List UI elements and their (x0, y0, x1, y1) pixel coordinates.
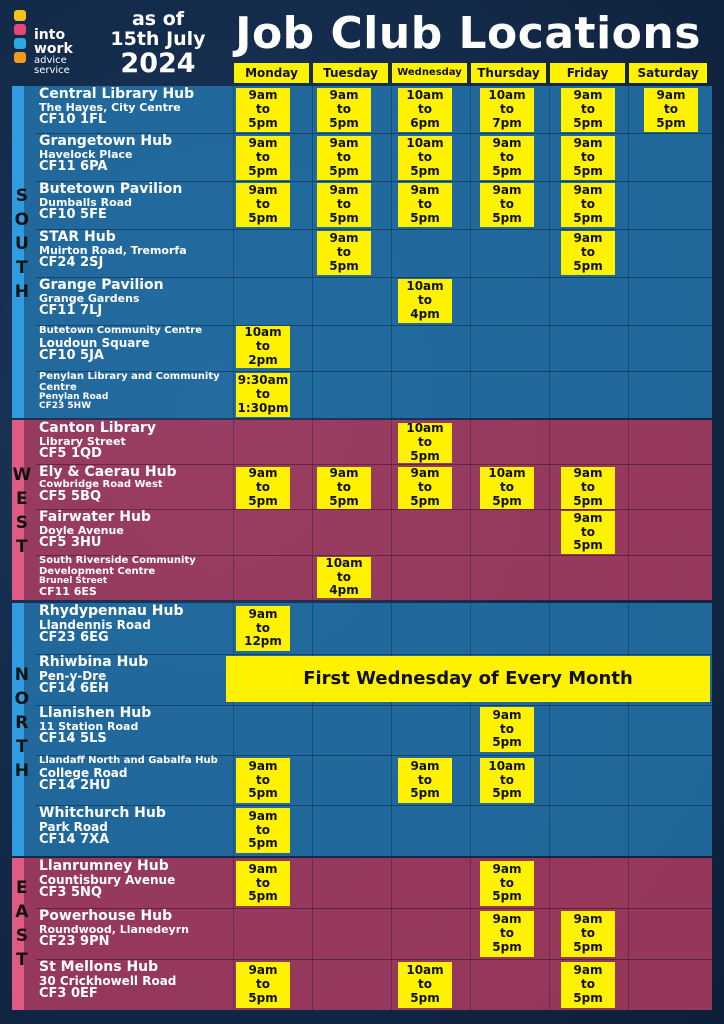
location-address: The Hayes, City Centre (39, 100, 181, 114)
time-slot-line: 5pm (329, 163, 359, 178)
region-label-letter: WEST (11, 465, 32, 561)
time-slot-line: 5pm (410, 163, 440, 178)
time-slot-line: to (581, 977, 595, 992)
time-slot-line: to (418, 102, 432, 117)
time-slot-wed (398, 423, 452, 463)
time-slot-line: 5pm (248, 210, 278, 225)
time-slot-fri (561, 231, 615, 275)
time-slot-line: 5pm (492, 163, 522, 178)
location-address: Doyle Avenue (39, 523, 124, 537)
location-address: Cowbridge Road West (39, 478, 163, 490)
time-slot-line: 9am (248, 758, 278, 773)
time-slot-line: 9am (492, 707, 522, 722)
location-address: Library Street (39, 434, 126, 448)
time-slot-wed (398, 183, 452, 227)
time-slot-line: 5pm (492, 735, 522, 750)
region-label-south (12, 186, 36, 306)
table-row (36, 555, 712, 600)
location-postcode: CF5 1QD (39, 446, 102, 462)
time-slot-line: 9am (573, 912, 603, 927)
as-of-date (103, 10, 213, 78)
time-slot-line: 9am (248, 136, 278, 151)
location-postcode: CF10 5FE (39, 207, 107, 223)
time-slot-line: 5pm (248, 493, 278, 508)
time-slot-wed (398, 467, 452, 509)
time-slot-line: to (337, 150, 351, 165)
time-slot-line: to (500, 102, 514, 117)
time-slot-mon (236, 326, 290, 368)
location-postcode: CF24 2SJ (39, 255, 104, 271)
location-name: Ely & Caerau Hub (39, 464, 177, 480)
as-of-line-3: 2024 (120, 47, 196, 79)
table-row (36, 705, 712, 756)
time-slot-line: 5pm (410, 210, 440, 225)
location-name: Llanrumney Hub (39, 858, 169, 874)
time-slot-line: to (500, 150, 514, 165)
location-address: Pen-y-Dre (39, 668, 107, 683)
time-slot-line: 5pm (410, 493, 440, 508)
time-slot-line: 10am (488, 88, 526, 103)
location-address: Muirton Road, Tremorfa (39, 243, 187, 257)
time-slot-line: to (337, 480, 351, 495)
time-slot-line: 5pm (248, 786, 278, 801)
location-address: Llandennis Road (39, 617, 151, 632)
region-label-letter: EAST (11, 878, 32, 974)
time-slot-thu (480, 88, 534, 132)
time-slot-line: to (256, 339, 270, 354)
as-of-line-2: 15th July (110, 27, 206, 50)
time-slot-line: 10am (406, 963, 444, 978)
time-slot-line: 10am (488, 466, 526, 481)
time-slot-line: to (256, 822, 270, 837)
location-name: Penylan Library and Community Centre (39, 371, 220, 393)
time-slot-line: 9am (573, 183, 603, 198)
time-slot-line: 5pm (410, 786, 440, 801)
location-postcode: CF11 6ES (39, 585, 97, 599)
time-slot-fri (561, 511, 615, 554)
location-address: Penylan Road (39, 392, 109, 402)
time-slot-line: to (256, 197, 270, 212)
time-slot-line: 5pm (492, 939, 522, 954)
time-slot-line: 9am (573, 231, 603, 246)
time-slot-fri (561, 467, 615, 509)
time-slot-line: to (581, 197, 595, 212)
time-slot-wed (398, 88, 452, 132)
time-slot-line: 9am (492, 183, 522, 198)
time-slot-fri (561, 136, 615, 180)
region-label-north (12, 665, 36, 785)
time-slot-sat (644, 88, 698, 132)
time-slot-line: to (418, 150, 432, 165)
day-header-thursday: Thursday (471, 63, 546, 83)
location-postcode: CF23 6EG (39, 630, 109, 646)
time-slot-line: 9am (329, 88, 359, 103)
time-slot-line: to (256, 620, 270, 635)
time-slot-line: 5pm (573, 163, 603, 178)
time-slot-mon (236, 373, 290, 417)
time-slot-thu (480, 861, 534, 906)
location-address: Park Road (39, 819, 108, 834)
location-name: Powerhouse Hub (39, 908, 173, 924)
location-postcode: CF14 2HU (39, 778, 111, 794)
time-slot-wed (398, 962, 452, 1008)
time-slot-line: to (500, 197, 514, 212)
time-slot-line: 9am (329, 466, 359, 481)
time-slot-line: to (500, 875, 514, 890)
location-postcode: CF14 6EH (39, 681, 109, 697)
time-slot-tue (317, 557, 371, 598)
time-slot-tue (317, 88, 371, 132)
time-slot-line: 4pm (329, 583, 359, 598)
time-slot-thu (480, 707, 534, 752)
region-label-letter: NORTH (11, 665, 32, 785)
table-row (36, 603, 712, 655)
time-slot-line: to (500, 926, 514, 941)
time-slot-line: 5pm (248, 115, 278, 130)
time-slot-line: to (256, 772, 270, 787)
time-slot-line: to (418, 197, 432, 212)
time-slot-line: 5pm (248, 163, 278, 178)
location-address: Dumballs Road (39, 195, 132, 209)
time-slot-line: to (418, 772, 432, 787)
region-label-east (12, 878, 36, 974)
location-address: 30 Crickhowell Road (39, 973, 177, 988)
time-slot-line: 5pm (248, 836, 278, 851)
time-slot-wed (398, 136, 452, 180)
time-slot-line: 5pm (329, 493, 359, 508)
time-slot-line: 9am (410, 183, 440, 198)
time-slot-line: to (581, 926, 595, 941)
time-slot-tue (317, 467, 371, 509)
location-name: Central Library Hub (39, 86, 195, 102)
time-slot-fri (561, 88, 615, 132)
location-name: Llandaff North and Gabalfa Hub (39, 755, 218, 766)
location-name: Grange Pavilion (39, 277, 164, 293)
location-address: Grange Gardens (39, 291, 140, 305)
location-name: STAR Hub (39, 229, 116, 245)
time-slot-mon (236, 962, 290, 1008)
location-postcode: CF3 5NQ (39, 885, 102, 901)
location-name: Butetown Pavilion (39, 181, 183, 197)
time-slot-line: 5pm (329, 210, 359, 225)
time-slot-line: to (418, 293, 432, 308)
time-slot-line: to (500, 721, 514, 736)
time-slot-line: 5pm (656, 115, 686, 130)
time-slot-line: 5pm (573, 538, 603, 553)
location-postcode: CF11 7LJ (39, 303, 103, 319)
time-slot-line: 10am (406, 136, 444, 151)
time-slot-line: 5pm (329, 258, 359, 273)
time-slot-line: to (581, 524, 595, 539)
time-slot-line: to (581, 102, 595, 117)
location-address: Havelock Place (39, 147, 133, 161)
time-slot-wed (398, 758, 452, 803)
time-slot-line: 10am (406, 421, 444, 436)
day-header-wednesday: Wednesday (392, 63, 467, 83)
region-label-letter: SOUTH (11, 186, 32, 306)
time-slot-line: 1:30pm (237, 400, 289, 415)
time-slot-line: to (581, 480, 595, 495)
time-slot-line: to (337, 569, 351, 584)
time-slot-line: 9am (492, 136, 522, 151)
location-name: St Mellons Hub (39, 959, 159, 975)
time-slot-line: 5pm (329, 115, 359, 130)
location-address: Loudoun Square (39, 335, 150, 350)
time-slot-line: 5pm (573, 493, 603, 508)
time-slot-line: to (581, 245, 595, 260)
time-slot-mon (236, 467, 290, 509)
location-postcode: CF23 9PN (39, 934, 110, 950)
time-slot-mon (236, 88, 290, 132)
time-slot-line: 5pm (573, 990, 603, 1005)
time-slot-line: to (664, 102, 678, 117)
location-address: Brunel Street (39, 576, 108, 586)
time-slot-mon (236, 606, 290, 651)
location-name: Fairwater Hub (39, 509, 151, 525)
time-slot-line: 9am (248, 861, 278, 876)
time-slot-thu (480, 183, 534, 227)
time-slot-line: 5pm (492, 210, 522, 225)
table-row (36, 371, 712, 418)
time-slot-line: 9am (248, 466, 278, 481)
location-postcode: CF5 5BQ (39, 489, 101, 505)
time-slot-line: 9am (573, 510, 603, 525)
location-name: Canton Library (39, 420, 156, 436)
time-slot-line: 5pm (573, 258, 603, 273)
time-slot-line: to (337, 245, 351, 260)
time-slot-line: 5pm (410, 990, 440, 1005)
region-label-west (12, 465, 36, 561)
time-slot-mon (236, 183, 290, 227)
logo-line-1: into work (34, 27, 73, 57)
time-slot-line: 7pm (492, 115, 522, 130)
time-slot-line: to (500, 772, 514, 787)
time-slot-tue (317, 231, 371, 275)
time-slot-thu (480, 467, 534, 509)
location-address: 11 Station Road (39, 719, 139, 733)
table-row (36, 858, 712, 909)
location-postcode: CF14 7XA (39, 832, 110, 848)
location-postcode: CF5 3HU (39, 535, 102, 551)
time-slot-mon (236, 808, 290, 853)
time-slot-line: to (418, 480, 432, 495)
as-of-line-1: as of (131, 8, 185, 30)
time-slot-line: to (418, 435, 432, 450)
location-postcode: CF14 5LS (39, 731, 107, 747)
time-slot-line: to (500, 480, 514, 495)
time-slot-line: 9am (492, 912, 522, 927)
time-slot-line: 10am (488, 758, 526, 773)
logo-mark-icon (14, 10, 26, 66)
time-slot-tue (317, 136, 371, 180)
time-slot-line: 9am (329, 136, 359, 151)
location-postcode: CF10 5JA (39, 348, 104, 364)
day-header-friday: Friday (550, 63, 625, 83)
time-slot-line: to (256, 387, 270, 402)
time-slot-wed (398, 279, 452, 323)
table-row (36, 420, 712, 465)
time-slot-line: 9am (248, 606, 278, 621)
time-slot-line: 5pm (492, 889, 522, 904)
time-slot-line: 6pm (410, 115, 440, 130)
location-address: Countisbury Avenue (39, 872, 176, 887)
time-slot-line: to (256, 875, 270, 890)
time-slot-fri (561, 962, 615, 1008)
day-header-tuesday: Tuesday (313, 63, 388, 83)
time-slot-thu (480, 758, 534, 803)
time-slot-line: 9am (573, 963, 603, 978)
table-row (36, 755, 712, 806)
time-slot-line: 5pm (492, 493, 522, 508)
time-slot-line: 9am (656, 88, 686, 103)
time-slot-line: to (256, 150, 270, 165)
page-title: Job Club Locations (235, 8, 701, 59)
time-slot-fri (561, 183, 615, 227)
location-postcode: CF11 6PA (39, 159, 108, 175)
schedule-banner: First Wednesday of Every Month (226, 656, 710, 702)
table-row (36, 325, 712, 372)
time-slot-line: 10am (406, 279, 444, 294)
location-name: Butetown Community Centre (39, 325, 203, 336)
time-slot-fri (561, 911, 615, 957)
logo-line-3: service (34, 65, 70, 76)
time-slot-mon (236, 136, 290, 180)
time-slot-line: 5pm (248, 889, 278, 904)
time-slot-line: 9am (248, 183, 278, 198)
time-slot-thu (480, 911, 534, 957)
time-slot-line: 5pm (492, 786, 522, 801)
time-slot-line: 5pm (573, 210, 603, 225)
time-slot-line: to (418, 977, 432, 992)
time-slot-line: 10am (244, 325, 282, 340)
time-slot-line: 12pm (244, 634, 282, 649)
location-name: Rhydypennau Hub (39, 603, 184, 619)
location-postcode: CF3 0EF (39, 986, 98, 1002)
time-slot-line: 9am (410, 758, 440, 773)
time-slot-line: 9am (329, 183, 359, 198)
time-slot-line: 5pm (573, 939, 603, 954)
location-name: Llanishen Hub (39, 705, 152, 721)
location-address: Roundwood, Llanedeyrn (39, 922, 189, 936)
table-row (36, 805, 712, 856)
time-slot-line: 9am (573, 88, 603, 103)
time-slot-line: 9am (410, 466, 440, 481)
time-slot-line: to (256, 977, 270, 992)
logo-line-2: advice (34, 55, 67, 66)
time-slot-thu (480, 136, 534, 180)
time-slot-line: 5pm (410, 448, 440, 463)
day-header-monday: Monday (234, 63, 309, 83)
time-slot-line: to (581, 150, 595, 165)
location-name: Rhiwbina Hub (39, 654, 149, 670)
time-slot-line: 2pm (248, 352, 278, 367)
day-header-saturday: Saturday (629, 63, 707, 83)
time-slot-tue (317, 183, 371, 227)
time-slot-line: 4pm (410, 306, 440, 321)
time-slot-line: 10am (406, 88, 444, 103)
time-slot-line: 9:30am (237, 373, 289, 388)
region-north (12, 603, 712, 856)
time-slot-mon (236, 758, 290, 803)
time-slot-line: to (256, 102, 270, 117)
time-slot-line: to (337, 197, 351, 212)
location-postcode: CF23 5HW (39, 401, 92, 412)
time-slot-line: 9am (573, 136, 603, 151)
time-slot-line: 5pm (248, 990, 278, 1005)
time-slot-line: 9am (248, 88, 278, 103)
table-row (36, 277, 712, 326)
time-slot-mon (236, 861, 290, 906)
location-postcode: CF10 1FL (39, 112, 107, 128)
time-slot-line: 10am (325, 555, 363, 570)
time-slot-line: to (256, 480, 270, 495)
time-slot-line: 9am (248, 808, 278, 823)
into-work-logo (14, 10, 94, 80)
time-slot-line: 9am (329, 231, 359, 246)
location-name: Grangetown Hub (39, 133, 173, 149)
location-name: South Riverside Community Development Centre (39, 555, 196, 577)
time-slot-line: to (337, 102, 351, 117)
time-slot-line: 9am (573, 466, 603, 481)
time-slot-line: 9am (248, 963, 278, 978)
location-name: Whitchurch Hub (39, 805, 166, 821)
time-slot-line: 9am (492, 861, 522, 876)
location-address: College Road (39, 765, 128, 780)
time-slot-line: 5pm (573, 115, 603, 130)
